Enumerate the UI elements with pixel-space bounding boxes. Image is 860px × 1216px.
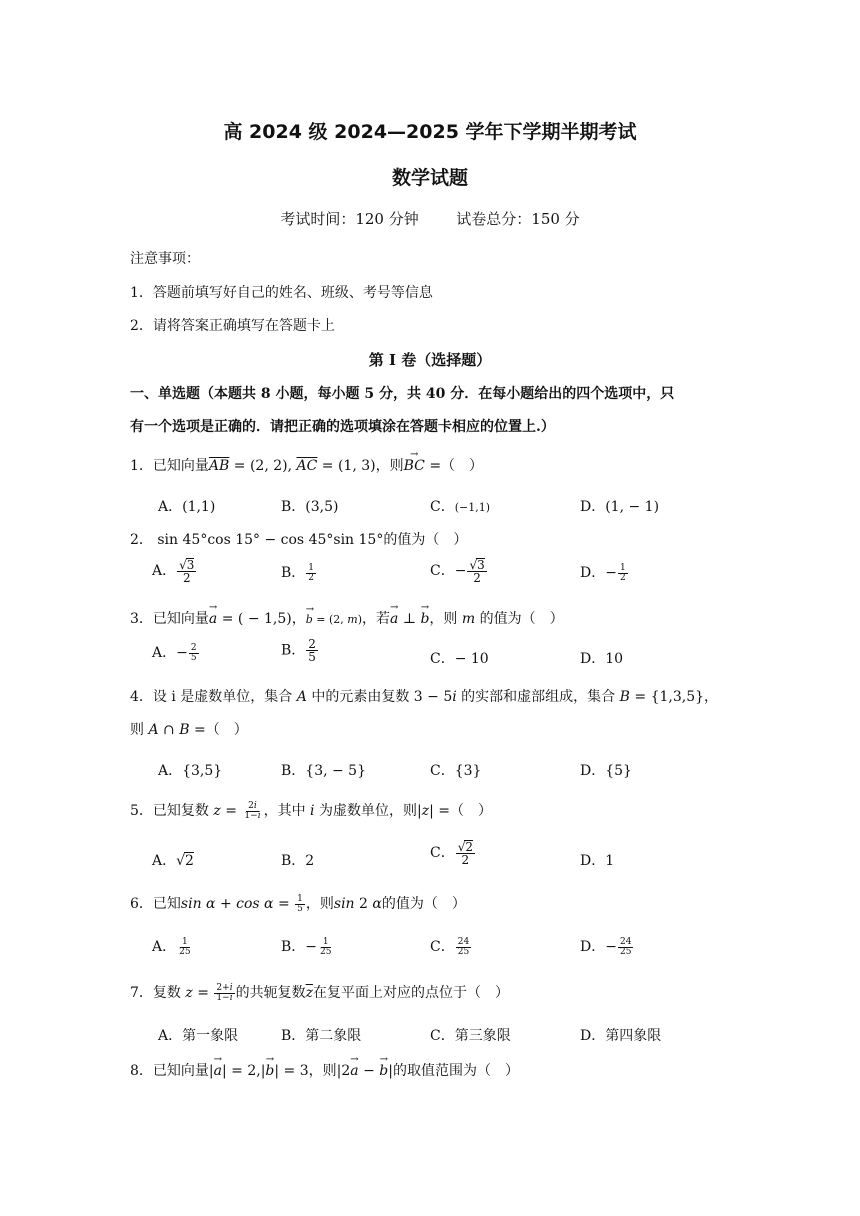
exam-time: 考试时间：120 分钟 xyxy=(280,210,419,228)
total-score: 试卷总分：150 分 xyxy=(456,210,580,228)
q4-option-c: C．{3} xyxy=(430,763,482,779)
q5-option-b: B．2 xyxy=(281,853,315,869)
question-1: 1．已知向量$\overline{AB} = (2$, 2), $\overline{AC} = (1$, 3)，则→ BC =（ ） xyxy=(130,455,483,475)
q6-option-a: A． $\frac{1}{25}$ xyxy=(152,936,191,957)
q2-option-c: C．− $\frac{√3}{2}$ xyxy=(430,558,485,585)
q7-option-d: D．第四象限 xyxy=(580,1028,662,1044)
q3-option-a: A．− $\frac{2}{5}$ xyxy=(152,642,197,663)
q4-option-b: B．{3, − 5} xyxy=(281,763,366,779)
q5-option-a: A．√2 xyxy=(152,853,194,869)
q2-option-b: B． $\frac{1}{2}$ xyxy=(281,562,315,583)
q7-option-b: B．第二象限 xyxy=(281,1028,362,1044)
notice-item-2: 2．请将答案正确填写在答题卡上 xyxy=(130,318,335,334)
q2-option-d: D．− $\frac{1}{2}$ xyxy=(580,562,626,583)
notice-heading: 注意事项： xyxy=(130,251,200,267)
question-2: 2． sin 45°cos 15° − cos 45°sin 15°的值为（ ） xyxy=(130,532,468,548)
question-4-line2: 则 A ∩ B =（ ） xyxy=(130,722,248,738)
volume-title: 第 I 卷（选择题） xyxy=(368,351,492,369)
q3-option-c: C．− 10 xyxy=(430,651,489,667)
question-7: 7．复数 z = $\frac{2+i}{1-i}$ 的共轭复数$\overline{z}$在复平面上对应的点位于（ ） xyxy=(130,982,509,1003)
exam-subtitle: 数学试题 xyxy=(391,167,468,189)
q1-option-c: C．(−1,1) xyxy=(430,499,491,515)
exam-meta xyxy=(0,208,860,229)
q1-option-d: D．(1, − 1) xyxy=(580,499,660,515)
q4-option-a: A．{3,5} xyxy=(158,763,223,779)
notice-item-1: 1．答题前填写好自己的姓名、班级、考号等信息 xyxy=(130,285,433,301)
q1-option-a: A．(1,1) xyxy=(158,499,216,515)
q1-option-b: B．(3,5) xyxy=(281,499,339,515)
question-3: 3．已知向量→ a = ( − 1,5)，→ b = (2, m)，若→ a ⊥ → b，则 m 的值为（ ） xyxy=(130,608,564,628)
q6-option-c: C． $\frac{24}{25}$ xyxy=(430,936,470,957)
q5-option-d: D．1 xyxy=(580,853,615,869)
question-8: 8．已知向量|→ a| = 2,|→ b| = 3，则|2→ a − → b|的取值范围为（ ） xyxy=(130,1060,519,1080)
section-instructions-line1: 一、单选题（本题共 8 小题，每小题 5 分，共 40 分．在每小题给出的四个选项中，只 xyxy=(130,386,675,402)
question-4-line1: 4．设 i 是虚数单位，集合 A 中的元素由复数 3 − 5i 的实部和虚部组成，集合 B = {1,3,5}， xyxy=(130,689,719,705)
q3-option-d: D．10 xyxy=(580,651,624,667)
q2-option-a: A． $\frac{√3}{2}$ xyxy=(152,558,195,585)
exam-title: 高 2024 级 2024—2025 学年下学期半期考试 xyxy=(223,121,637,143)
q7-option-a: A．第一象限 xyxy=(158,1028,239,1044)
q6-option-b: B．− $\frac{1}{25}$ xyxy=(281,936,332,957)
q7-option-c: C．第三象限 xyxy=(430,1028,511,1044)
question-5: 5．已知复数 z = $\frac{2i}{1-i}$ ，其中 i 为虚数单位，则|z| =（ ） xyxy=(130,800,492,821)
section-instructions-line2: 有一个选项是正确的．请把正确的选项填涂在答题卡相应的位置上.） xyxy=(130,419,555,435)
q6-option-d: D．− $\frac{24}{25}$ xyxy=(580,936,632,957)
question-6: 6．已知sin α + cos α = $\frac{1}{5}$ ，则sin 2 α的值为（ ） xyxy=(130,893,466,914)
q5-option-c: C． $\frac{√2}{2}$ xyxy=(430,840,474,867)
q4-option-d: D．{5} xyxy=(580,763,632,779)
q3-option-b: B． $\frac{2}{5}$ xyxy=(281,637,316,664)
